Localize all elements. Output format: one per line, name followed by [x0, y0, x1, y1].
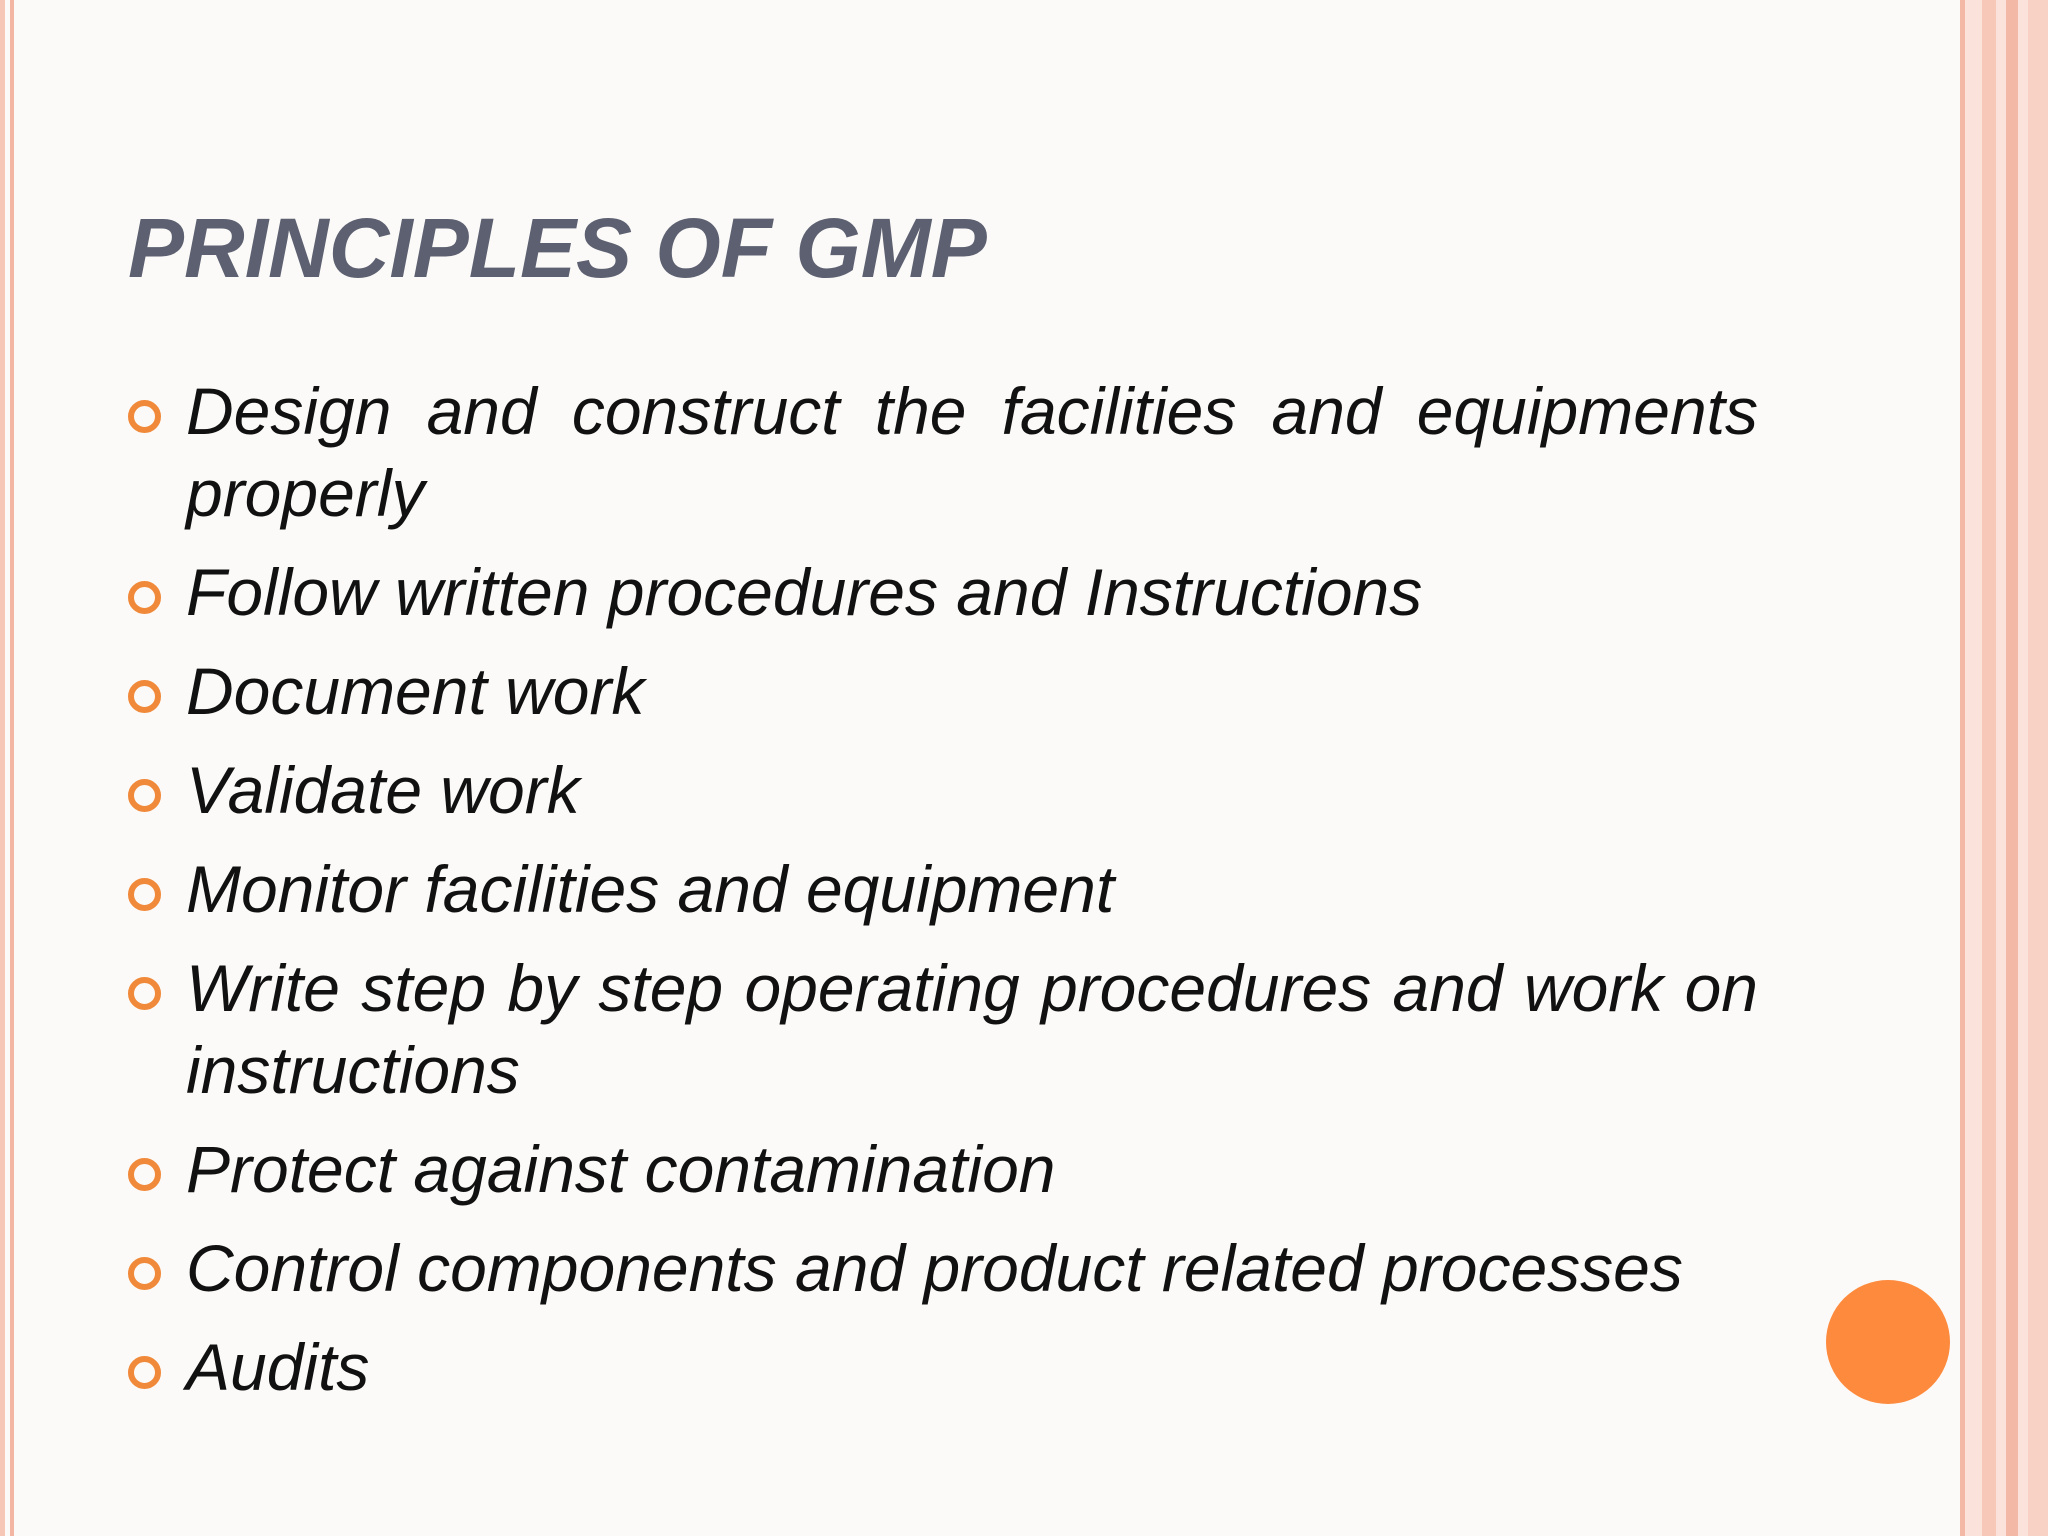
hollow-circle-bullet-icon: [128, 1158, 161, 1191]
bullet-item: [128, 749, 1758, 831]
right-decorative-line: [2006, 0, 2018, 1536]
hollow-circle-bullet-icon: [128, 400, 161, 433]
hollow-circle-bullet-icon: [128, 878, 161, 911]
bullet-list: [128, 370, 1758, 1425]
hollow-circle-bullet-icon: [128, 1257, 161, 1290]
bullet-item: [128, 848, 1758, 930]
left-decorative-stripe: [10, 0, 14, 1536]
bullet-text: Validate work: [186, 753, 580, 827]
right-decorative-line: [1960, 0, 1965, 1536]
right-decorative-line: [1982, 0, 1996, 1536]
hollow-circle-bullet-icon: [128, 680, 161, 713]
bullet-text: Design and construct the facilities and equipments properly: [186, 374, 1758, 530]
bullet-text: Audits: [186, 1330, 370, 1404]
hollow-circle-bullet-icon: [128, 581, 161, 614]
slide-title: PRINCIPLES OF GMP: [128, 201, 987, 295]
bullet-item: [128, 1128, 1758, 1210]
bullet-text: Follow written procedures and Instructions: [186, 555, 1423, 629]
bullet-item: [128, 551, 1758, 633]
bullet-text: Monitor facilities and equipment: [186, 852, 1115, 926]
bullet-item: [128, 1326, 1758, 1408]
bullet-item: [128, 1227, 1758, 1309]
hollow-circle-bullet-icon: [128, 779, 161, 812]
bullet-text: Control components and product related processes: [186, 1231, 1683, 1305]
left-decorative-stripe: [0, 0, 5, 1536]
hollow-circle-bullet-icon: [128, 977, 161, 1010]
bullet-item: [128, 947, 1758, 1111]
bullet-text: Document work: [186, 654, 645, 728]
bullet-text: Write step by step operating procedures and work on instructions: [186, 951, 1758, 1107]
decorative-accent-circle: [1826, 1280, 1950, 1404]
bullet-text: Protect against contamination: [186, 1132, 1056, 1206]
right-decorative-line: [2028, 0, 2048, 1536]
bullet-item: [128, 650, 1758, 732]
bullet-item: [128, 370, 1758, 534]
hollow-circle-bullet-icon: [128, 1356, 161, 1389]
